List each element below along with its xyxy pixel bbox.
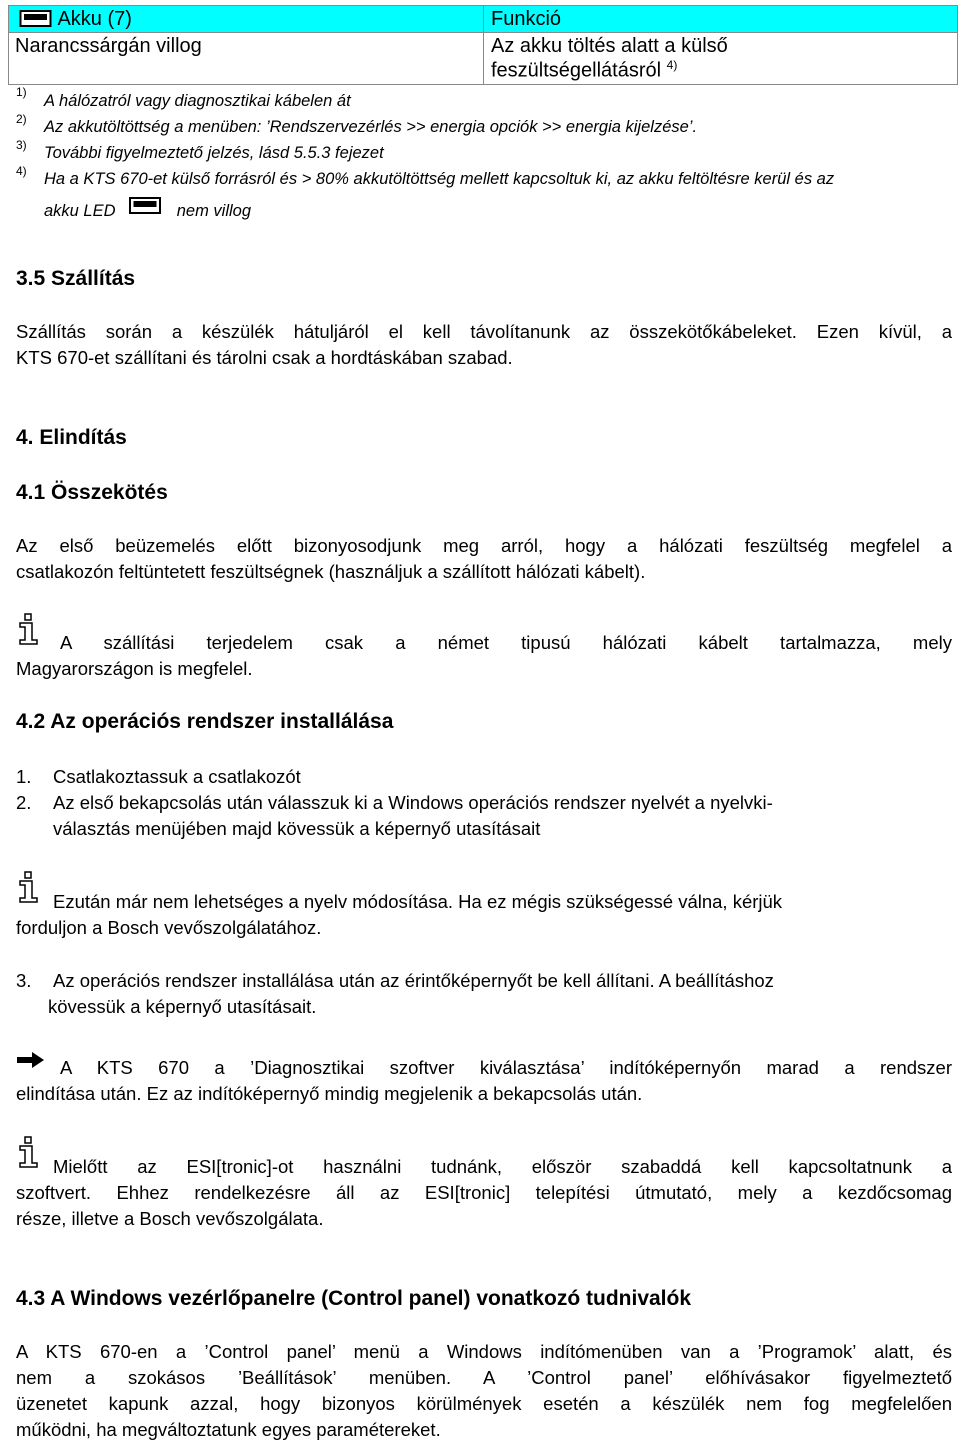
footnote-text-4b	[44, 196, 251, 221]
list-item-3-line-2: kövessük a képernyő utasításait.	[48, 996, 317, 1017]
list-item-1: Csatlakoztassuk a csatlakozót	[53, 766, 301, 787]
footnote-text-3: További figyelmeztető jelzés, lásd 5.5.3 fejezet	[44, 144, 384, 162]
s35-paragraph-line-1: Szállítás során a készülék hátuljáról el kell távolítanunk az összekötőkábeleket. Ezen kívül, a	[16, 321, 952, 342]
battery-led-icon	[19, 8, 53, 28]
list-number-2: 2.	[16, 792, 32, 813]
note-4-line-3: része, illetve a Bosch vevőszolgálata.	[16, 1208, 324, 1229]
footnote-text-2: Az akkutöltöttség a menüben: ’Rendszervezérlés >> energia opciók >> energia kijelzése’.	[44, 118, 698, 136]
heading-3-5: 3.5 Szállítás	[16, 267, 136, 290]
heading-4-2: 4.2 Az operációs rendszer installálása	[16, 710, 394, 733]
list-item-3-line-1: Az operációs rendszer installálása után az érintőképernyőt be kell állítani. A beállításhoz	[53, 970, 774, 991]
table-column-divider	[483, 6, 484, 84]
note-1-line-1: A szállítási terjedelem csak a német tipusú hálózati kábelt tartalmazza, mely	[60, 632, 952, 653]
note-1-line-2: Magyarországon is megfelel.	[16, 658, 253, 679]
info-note-icon	[16, 1135, 42, 1169]
note-2-line-1: Ezután már nem lehetséges a nyelv módosítása. Ha ez mégis szükségessé válna, kérjük	[53, 891, 783, 912]
note-4-line-1: Mielőtt az ESI[tronic]-ot használni tudnánk, először szabaddá kell kapcsoltatnunk a	[53, 1156, 952, 1177]
note-4-line-2: szoftvert. Ehhez rendelkezésre áll az ESI[tronic] telepítési útmutató, mely a kezdőcsomag	[16, 1182, 952, 1203]
list-number-1: 1.	[16, 766, 32, 787]
table-cell-function-1: Az akku töltés alatt a külső	[491, 35, 728, 57]
footnote-text-4a: Ha a KTS 670-et külső forrásról és > 80% akkutöltöttség mellett kapcsoltuk ki, az akku feltöltésre kerül és az	[44, 170, 835, 188]
footnote-text-4b-post: nem villog	[176, 202, 252, 220]
heading-4-1: 4.1 Összekötés	[16, 481, 168, 504]
s43-paragraph-line-3: üzenetet kapunk azzal, hogy bizonyos körülmények esetén a készülék nem fog megfelelően	[16, 1393, 952, 1414]
table-cell-function-2	[491, 58, 677, 84]
info-note-icon	[16, 870, 42, 904]
note-2-line-2: forduljon a Bosch vevőszolgálatához.	[16, 917, 322, 938]
s41-paragraph-line-1: Az első beüzemelés előtt bizonyosodjunk meg arról, hogy a hálózati feszültség megfelel a	[16, 535, 952, 556]
footnote-number-1: 1)	[16, 85, 27, 99]
footnote-number-3: 3)	[16, 138, 27, 152]
footnote-text-1: A hálózatról vagy diagnosztikai kábelen át	[44, 92, 351, 110]
table-header-funkcio: Funkció	[491, 8, 562, 30]
list-item-2-line-1: Az első bekapcsolás után válasszuk ki a Windows operációs rendszer nyelvét a nyelvki-	[53, 792, 773, 813]
footnote-number-4: 4)	[16, 164, 27, 178]
footnote-number-2: 2)	[16, 112, 27, 126]
heading-4-3: 4.3 A Windows vezérlőpanelre (Control panel) vonatkozó tudnivalók	[16, 1287, 692, 1310]
list-number-3: 3.	[16, 970, 32, 991]
table-cell-state: Narancssárgán villog	[15, 35, 202, 57]
s43-paragraph-line-1: A KTS 670-en a ’Control panel’ menü a Windows indítómenüben van a ’Programok’ alatt, és	[16, 1341, 952, 1362]
s41-paragraph-line-2: csatlakozón feltüntetett feszültségnek (használjuk a szállított hálózati kábelt).	[16, 561, 646, 582]
s35-paragraph-line-2: KTS 670-et szállítani és tárolni csak a hordtáskában szabad.	[16, 347, 513, 368]
battery-status-table	[8, 5, 958, 85]
info-note-icon	[16, 612, 42, 646]
note-3-line-2: elindítása után. Ez az indítóképernyő mindig megjelenik a bekapcsolás után.	[16, 1083, 643, 1104]
footnote-ref: 4)	[666, 58, 678, 72]
list-item-2-line-2: választás menüjében majd kövessük a képernyő utasításait	[53, 818, 541, 839]
footnote-text-4b-pre: akku LED	[44, 202, 116, 220]
table-header-akku: Akku (7)	[57, 8, 132, 30]
arrow-right-icon	[16, 1049, 46, 1071]
battery-led-icon	[124, 196, 168, 218]
table-header-left	[19, 7, 132, 32]
s43-paragraph-line-4: működni, ha megváltoztatunk egyes paramétereket.	[16, 1419, 441, 1440]
s43-paragraph-line-2: nem a szokásos ’Beállítások’ menüben. A ’Control panel’ előhívásakor figyelmeztető	[16, 1367, 952, 1388]
heading-4: 4. Elindítás	[16, 426, 127, 449]
table-cell-function-text: feszültségellátásról	[491, 59, 662, 82]
note-3-line-1: A KTS 670 a ’Diagnosztikai szoftver kiválasztása’ indítóképernyőn marad a rendszer	[60, 1057, 952, 1078]
